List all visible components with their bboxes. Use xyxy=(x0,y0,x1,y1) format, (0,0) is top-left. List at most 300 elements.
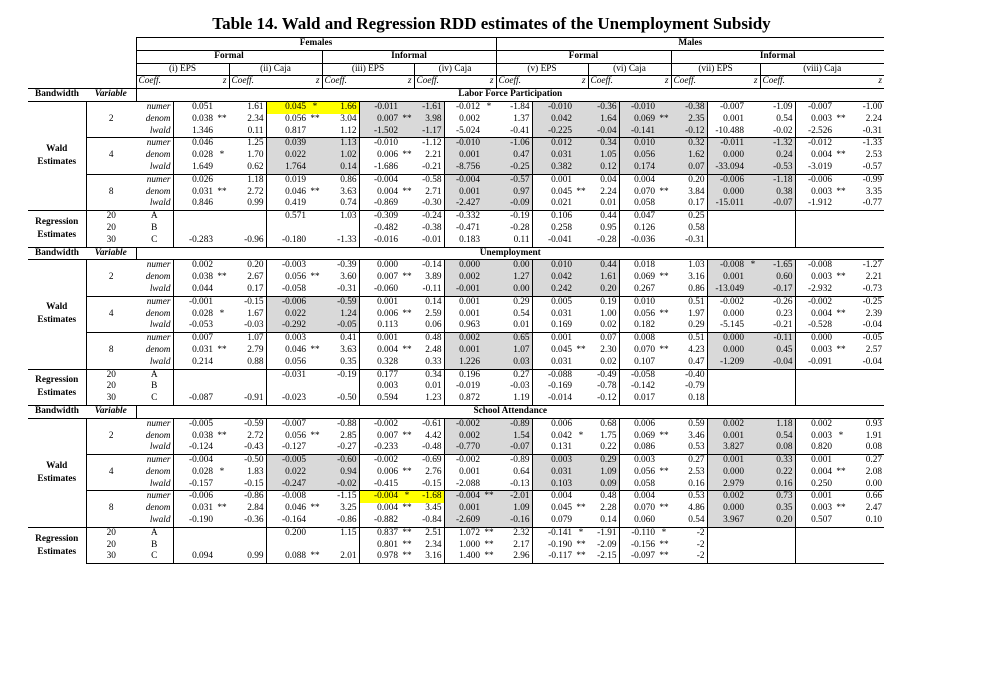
coeff-value: 0.267 xyxy=(619,284,657,296)
z-value: 0.45 xyxy=(760,345,795,357)
significance-stars xyxy=(308,284,322,296)
coeff-value: 0.031 xyxy=(532,150,574,162)
coeff-value: 0.001 xyxy=(359,333,400,345)
empty-cell xyxy=(760,369,795,381)
z-value: -1.17 xyxy=(414,126,444,138)
z-value: -0.89 xyxy=(496,455,532,467)
coeff-value: 0.837 xyxy=(359,527,400,539)
significance-stars xyxy=(574,198,588,210)
significance-stars xyxy=(308,309,322,321)
coeff-value: 0.010 xyxy=(619,138,657,150)
significance-stars xyxy=(215,540,229,552)
coeff-value: 0.001 xyxy=(444,150,482,162)
significance-stars xyxy=(657,174,671,186)
coeff-value: 0.022 xyxy=(266,467,308,479)
coeff-value: 0.005 xyxy=(532,296,574,308)
significance-stars xyxy=(308,467,322,479)
z-value: 2.71 xyxy=(425,186,442,197)
coeff-value: 0.328 xyxy=(359,357,400,369)
z-value: 1.18 xyxy=(760,418,795,430)
significance-stars xyxy=(482,467,496,479)
header-coeff: Coeff. xyxy=(671,76,707,89)
bandwidth-value: 20 xyxy=(86,223,136,235)
coeff-value xyxy=(266,540,308,552)
significance-stars: ** xyxy=(659,308,669,319)
empty-cell xyxy=(834,369,848,381)
z-value: 1.18 xyxy=(229,174,266,186)
z-value: -0.28 xyxy=(510,222,530,233)
table-row xyxy=(28,235,884,247)
z-value: -0.50 xyxy=(229,455,266,467)
z-value: 2.76 xyxy=(425,466,442,477)
significance-stars xyxy=(482,126,496,138)
table-row xyxy=(28,174,884,186)
significance-stars xyxy=(482,309,496,321)
significance-stars xyxy=(834,101,848,113)
header-coeff: Coeff. xyxy=(496,76,532,89)
z-value: 1.02 xyxy=(322,150,359,162)
coeff-value: 0.038 xyxy=(173,431,215,443)
coeff-value: -0.110 xyxy=(619,527,657,539)
coeff-value: 0.131 xyxy=(532,442,574,454)
coeff-value: -0.001 xyxy=(444,284,482,296)
variable-name: numer xyxy=(136,296,173,308)
coeff-value: 0.846 xyxy=(173,198,215,210)
z-value: 0.14 xyxy=(322,162,359,174)
z-value: -0.86 xyxy=(229,491,266,503)
significance-stars xyxy=(400,357,414,369)
significance-stars: * xyxy=(578,430,584,441)
z-value xyxy=(229,527,266,539)
significance-stars xyxy=(834,491,848,503)
z-value: -0.96 xyxy=(244,234,264,245)
z-value: 0.99 xyxy=(229,551,266,563)
z-value: 0.41 xyxy=(322,333,359,345)
z-value: 1.61 xyxy=(229,101,266,113)
z-value: -0.04 xyxy=(588,126,619,138)
significance-stars: ** xyxy=(308,551,322,563)
coeff-value: 3.827 xyxy=(707,442,746,454)
z-value: 0.88 xyxy=(247,356,264,367)
coeff-value: 0.382 xyxy=(532,162,574,174)
z-value: 2.35 xyxy=(671,114,707,126)
z-value: 1.67 xyxy=(247,308,264,319)
z-value: 2.72 xyxy=(247,186,264,197)
coeff-value: -0.088 xyxy=(532,369,574,381)
coeff-value: 0.003 xyxy=(795,431,834,443)
z-value: 2.72 xyxy=(247,430,264,441)
z-value: 0.02 xyxy=(600,356,617,367)
empty-cell xyxy=(795,369,834,381)
coeff-value: 0.001 xyxy=(444,503,482,515)
significance-stars xyxy=(746,150,760,162)
significance-stars xyxy=(574,479,588,491)
coeff-value: -5.145 xyxy=(707,320,746,332)
z-value: 1.13 xyxy=(322,138,359,150)
significance-stars xyxy=(657,211,671,223)
significance-stars: ** xyxy=(400,551,414,563)
z-value: 2.24 xyxy=(865,113,882,124)
z-value: 0.34 xyxy=(414,369,444,381)
table-row xyxy=(28,126,884,138)
significance-stars xyxy=(574,515,588,527)
empty-cell xyxy=(707,235,746,247)
significance-stars: ** xyxy=(310,186,320,197)
coeff-value: 2.979 xyxy=(707,479,746,491)
z-value: -0.19 xyxy=(322,369,359,381)
coeff-value: 0.182 xyxy=(619,320,657,332)
coeff-value: -0.002 xyxy=(707,296,746,308)
significance-stars xyxy=(746,491,760,503)
significance-stars xyxy=(400,515,414,527)
z-value: 0.01 xyxy=(600,198,617,209)
coeff-value: 0.419 xyxy=(266,198,308,210)
header-star xyxy=(359,76,400,89)
z-value: 0.33 xyxy=(425,356,442,367)
significance-stars: * xyxy=(219,466,225,477)
z-value: 0.06 xyxy=(425,320,442,331)
coeff-value: 0.258 xyxy=(532,223,574,235)
significance-stars: ** xyxy=(310,272,320,283)
variable-name: A xyxy=(136,527,173,539)
significance-stars xyxy=(657,357,671,369)
coeff-value: 0.001 xyxy=(444,467,482,479)
coeff-value: 0.028 xyxy=(173,467,215,479)
variable-name: lwald xyxy=(149,161,171,172)
significance-stars xyxy=(400,235,414,247)
z-value: -0.25 xyxy=(848,296,884,308)
coeff-value: 0.060 xyxy=(619,515,657,527)
coeff-value: -0.005 xyxy=(173,418,215,430)
significance-stars: ** xyxy=(574,551,588,563)
z-value: 4.23 xyxy=(688,344,705,355)
z-value: -0.21 xyxy=(422,161,442,172)
coeff-value: -0.007 xyxy=(266,418,308,430)
coeff-value: 0.004 xyxy=(619,174,657,186)
bandwidth-value: 2 xyxy=(86,260,136,296)
coeff-value: -2.526 xyxy=(795,126,834,138)
z-value: 0.44 xyxy=(588,260,619,272)
significance-stars xyxy=(834,515,848,527)
variable-name: C xyxy=(151,234,158,245)
significance-stars xyxy=(482,150,496,162)
coeff-value: 0.004 xyxy=(359,187,400,199)
z-value: 1.62 xyxy=(671,150,707,162)
table-row xyxy=(28,479,884,491)
header-column: (iv) Caja xyxy=(414,63,496,76)
coeff-value: 0.872 xyxy=(444,393,482,405)
significance-stars xyxy=(746,345,760,357)
coeff-value: 0.003 xyxy=(619,455,657,467)
coeff-value: -0.127 xyxy=(266,442,308,454)
coeff-value: -0.332 xyxy=(444,211,482,223)
coeff-value: 0.002 xyxy=(444,272,482,284)
z-value: 2.53 xyxy=(688,466,705,477)
bandwidth-value: 4 xyxy=(86,455,136,491)
table-row xyxy=(28,320,884,332)
coeff-value: 0.817 xyxy=(266,126,308,138)
z-value: -0.84 xyxy=(422,515,442,526)
z-value: 1.07 xyxy=(229,333,266,345)
significance-stars xyxy=(215,515,229,527)
z-value: 0.35 xyxy=(340,356,357,367)
header-bandwidth: Bandwidth xyxy=(28,247,86,260)
coeff-value: 1.649 xyxy=(173,162,215,174)
coeff-value: -0.008 xyxy=(795,260,834,272)
empty-cell xyxy=(795,381,834,393)
significance-stars: * xyxy=(746,260,760,272)
z-value: -0.15 xyxy=(229,296,266,308)
z-value: 0.14 xyxy=(414,296,444,308)
significance-stars xyxy=(308,296,322,308)
z-value: -0.03 xyxy=(510,381,530,392)
significance-stars xyxy=(215,333,229,345)
coeff-value: -0.012 xyxy=(444,101,482,113)
significance-stars xyxy=(308,198,322,210)
significance-stars: ** xyxy=(482,551,496,563)
z-value: -0.05 xyxy=(848,333,884,345)
z-value: -0.49 xyxy=(588,369,619,381)
table-row xyxy=(28,418,884,430)
z-value: 0.99 xyxy=(247,198,264,209)
empty-cell xyxy=(760,551,795,563)
coeff-value: 0.004 xyxy=(619,491,657,503)
bandwidth-value: 20 xyxy=(86,527,136,539)
z-value: -0.19 xyxy=(496,211,532,223)
significance-stars: ** xyxy=(402,150,412,161)
z-value: 0.48 xyxy=(588,491,619,503)
significance-stars xyxy=(215,138,229,150)
significance-stars xyxy=(482,235,496,247)
coeff-value: 0.000 xyxy=(707,333,746,345)
z-value xyxy=(229,540,266,552)
significance-stars: * xyxy=(574,527,588,539)
coeff-value: 0.070 xyxy=(619,503,657,515)
empty-cell xyxy=(795,393,834,405)
z-value: -1.00 xyxy=(848,101,884,113)
significance-stars: * xyxy=(657,527,671,539)
significance-stars xyxy=(215,455,229,467)
empty-cell xyxy=(834,235,848,247)
coeff-value: -0.023 xyxy=(266,393,308,405)
z-value: -1.12 xyxy=(414,138,444,150)
significance-stars xyxy=(215,223,229,235)
z-value: -1.84 xyxy=(496,101,532,113)
empty-cell xyxy=(760,540,795,552)
header-column: (vii) EPS xyxy=(671,63,760,76)
z-value: 0.22 xyxy=(760,467,795,479)
table-row xyxy=(28,101,884,113)
significance-stars xyxy=(400,101,414,113)
significance-stars xyxy=(400,126,414,138)
coeff-value: 0.021 xyxy=(532,198,574,210)
significance-stars xyxy=(657,126,671,138)
empty-cell xyxy=(760,235,795,247)
coeff-value: 0.820 xyxy=(795,442,834,454)
significance-stars xyxy=(746,126,760,138)
empty-cell xyxy=(707,540,746,552)
significance-stars xyxy=(308,162,322,174)
header-row-coeff xyxy=(28,76,884,89)
z-value: 0.24 xyxy=(760,150,795,162)
z-value: 0.08 xyxy=(865,442,882,453)
header-star xyxy=(619,76,657,89)
z-value xyxy=(322,223,359,235)
z-value: 2.08 xyxy=(865,466,882,477)
significance-stars xyxy=(746,467,760,479)
z-value: 1.91 xyxy=(865,430,882,441)
z-value: -1.06 xyxy=(496,138,532,150)
coeff-value: 0.006 xyxy=(359,309,400,321)
significance-stars: ** xyxy=(217,113,227,124)
z-value: 2.53 xyxy=(865,150,882,161)
empty-cell xyxy=(848,551,884,563)
z-value: -0.15 xyxy=(244,478,264,489)
z-value: 2.79 xyxy=(247,344,264,355)
corner-blank xyxy=(28,63,136,76)
coeff-value: 0.250 xyxy=(795,479,834,491)
section-header-row xyxy=(28,89,884,102)
header-bandwidth: Bandwidth xyxy=(28,89,86,102)
coeff-value xyxy=(266,381,308,393)
variable-name: denom xyxy=(145,430,171,441)
z-value: -0.27 xyxy=(337,442,357,453)
coeff-value: -0.157 xyxy=(173,479,215,491)
significance-stars xyxy=(215,198,229,210)
z-value: -0.40 xyxy=(671,369,707,381)
significance-stars: * xyxy=(308,101,322,113)
significance-stars xyxy=(482,114,496,126)
significance-stars: ** xyxy=(659,430,669,441)
coeff-value: 0.031 xyxy=(173,187,215,199)
coeff-value: 0.107 xyxy=(619,357,657,369)
empty-cell xyxy=(795,540,834,552)
coeff-value: -0.528 xyxy=(795,320,834,332)
coeff-value: -0.014 xyxy=(532,393,574,405)
z-value xyxy=(322,540,359,552)
coeff-value: -10.488 xyxy=(707,126,746,138)
coeff-value: 0.042 xyxy=(532,114,574,126)
significance-stars xyxy=(215,162,229,174)
coeff-value: 0.046 xyxy=(266,187,308,199)
significance-stars xyxy=(482,515,496,527)
significance-stars: ** xyxy=(217,186,227,197)
empty-cell xyxy=(848,381,884,393)
z-value: 0.35 xyxy=(760,503,795,515)
bandwidth-value: 20 xyxy=(86,211,136,223)
significance-stars: * xyxy=(219,150,225,161)
z-value: 1.00 xyxy=(600,308,617,319)
header-coeff: Coeff. xyxy=(136,76,173,89)
z-value: 0.95 xyxy=(600,222,617,233)
coeff-value: 0.571 xyxy=(266,211,308,223)
z-value: 3.46 xyxy=(688,430,705,441)
significance-stars xyxy=(746,442,760,454)
header-column: (i) EPS xyxy=(136,63,229,76)
z-value: 2.57 xyxy=(865,344,882,355)
coeff-value: -2.609 xyxy=(444,515,482,527)
bandwidth-value: 4 xyxy=(86,138,136,174)
significance-stars: ** xyxy=(310,344,320,355)
header-bandwidth: Bandwidth xyxy=(28,405,86,418)
coeff-value: 0.000 xyxy=(707,503,746,515)
significance-stars xyxy=(574,260,588,272)
z-value: -0.01 xyxy=(422,234,442,245)
z-value: -1.32 xyxy=(760,138,795,150)
significance-stars xyxy=(834,260,848,272)
significance-stars xyxy=(574,223,588,235)
coeff-value: 0.002 xyxy=(444,333,482,345)
table-row xyxy=(28,138,884,150)
empty-cell xyxy=(707,211,746,223)
coeff-value: 0.000 xyxy=(707,345,746,357)
table-row xyxy=(28,114,884,126)
header-row-gender xyxy=(28,38,884,51)
variable-name: C xyxy=(136,551,173,563)
z-value: 2.21 xyxy=(865,272,882,283)
z-value: -0.59 xyxy=(322,296,359,308)
significance-stars xyxy=(400,162,414,174)
significance-stars: ** xyxy=(659,503,669,514)
variable-name: lwald xyxy=(149,356,171,367)
z-value: 0.38 xyxy=(760,187,795,199)
variable-name: C xyxy=(151,393,158,404)
coeff-value: 0.007 xyxy=(359,114,400,126)
variable-name: lwald xyxy=(149,283,171,294)
z-value: -1.33 xyxy=(337,234,357,245)
z-value: -0.21 xyxy=(773,320,793,331)
header-column: (iii) EPS xyxy=(322,63,414,76)
z-value: 2.34 xyxy=(247,113,264,124)
significance-stars: ** xyxy=(836,503,846,514)
table-row xyxy=(28,284,884,296)
significance-stars: ** xyxy=(576,344,586,355)
coeff-value: -0.164 xyxy=(266,515,308,527)
significance-stars xyxy=(400,284,414,296)
z-value: 0.32 xyxy=(671,138,707,150)
z-value: 0.60 xyxy=(760,272,795,284)
significance-stars: ** xyxy=(576,186,586,197)
z-value: 1.70 xyxy=(247,150,264,161)
bandwidth-value: 20 xyxy=(86,381,136,393)
z-value: 3.60 xyxy=(340,272,357,283)
empty-cell xyxy=(746,223,760,235)
z-value: 0.16 xyxy=(688,478,705,489)
z-value: -1.18 xyxy=(760,174,795,186)
z-value: 0.25 xyxy=(671,211,707,223)
z-value: -0.38 xyxy=(671,101,707,113)
variable-name: denom xyxy=(145,466,171,477)
significance-stars xyxy=(215,479,229,491)
empty-cell xyxy=(834,223,848,235)
significance-stars: ** xyxy=(836,113,846,124)
coeff-value: -0.016 xyxy=(359,235,400,247)
coeff-value: 0.022 xyxy=(266,150,308,162)
section-header-row xyxy=(28,247,884,260)
coeff-value: -0.309 xyxy=(359,211,400,223)
z-value: 0.03 xyxy=(496,357,532,369)
z-value: -0.79 xyxy=(685,381,705,392)
z-value: -1.61 xyxy=(414,101,444,113)
z-value: 2.32 xyxy=(496,527,532,539)
significance-stars xyxy=(482,503,496,515)
corner-blank xyxy=(28,50,136,63)
coeff-value xyxy=(173,540,215,552)
z-value: -0.13 xyxy=(510,478,530,489)
coeff-value: 0.002 xyxy=(173,260,215,272)
coeff-value: 0.056 xyxy=(266,431,308,443)
coeff-value: -0.869 xyxy=(359,198,400,210)
